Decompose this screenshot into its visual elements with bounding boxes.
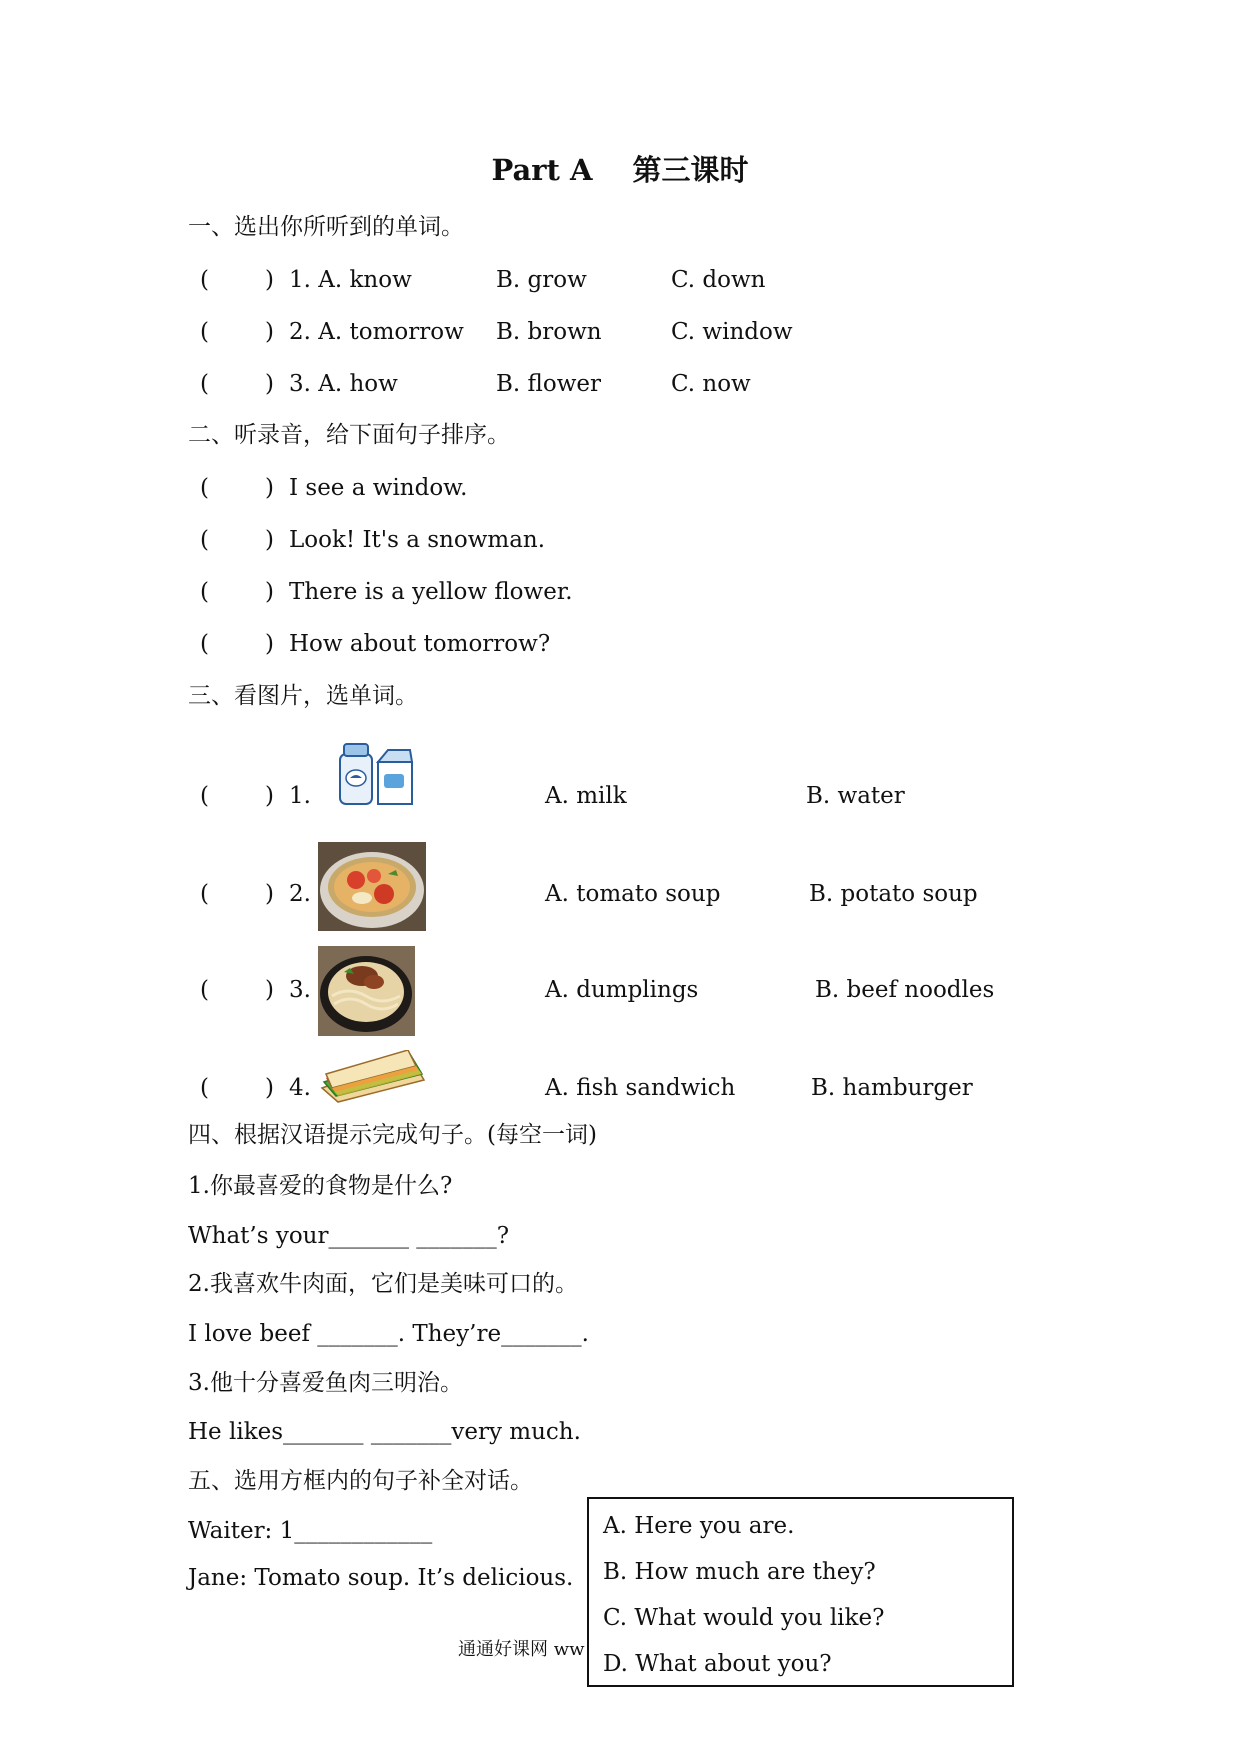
answer-paren-close: ) bbox=[265, 267, 274, 293]
answer-paren-open: ( bbox=[200, 267, 209, 293]
sentence-text: How about tomorrow? bbox=[289, 631, 551, 657]
title-lesson: 第三课时 bbox=[632, 153, 749, 187]
answer-paren-close: ) bbox=[265, 371, 274, 397]
sentence-text: I see a window. bbox=[289, 475, 468, 501]
option-b: B. hamburger bbox=[811, 1075, 973, 1101]
option-c: C. down bbox=[671, 267, 766, 293]
section4-heading: 四、根据汉语提示完成句子。(每空一词) bbox=[188, 1122, 597, 1148]
option-c: C. now bbox=[671, 371, 751, 397]
answer-paren-close: ) bbox=[265, 783, 274, 809]
option-a: 3. A. how bbox=[289, 371, 398, 397]
title-part: Part A bbox=[491, 153, 593, 187]
option-b: B. beef noodles bbox=[815, 977, 995, 1003]
answer-paren-close: ) bbox=[265, 475, 274, 501]
footer-watermark: 通通好课网 ww bbox=[458, 1639, 585, 1660]
option-a: 2. A. tomorrow bbox=[289, 319, 464, 345]
option-a: A. milk bbox=[545, 783, 627, 809]
answer-paren-open: ( bbox=[200, 631, 209, 657]
section3-heading: 三、看图片，选单词。 bbox=[188, 683, 418, 709]
hint-chinese: 3.他十分喜爱鱼肉三明治。 bbox=[188, 1370, 463, 1396]
hint-chinese: 2.我喜欢牛肉面，它们是美味可口的。 bbox=[188, 1271, 578, 1297]
item-number: 1. bbox=[289, 783, 311, 809]
box-option: A. Here you are. bbox=[603, 1513, 795, 1539]
option-a: A. dumplings bbox=[545, 977, 699, 1003]
answer-paren-close: ) bbox=[265, 579, 274, 605]
option-b: B. flower bbox=[496, 371, 602, 397]
answer-paren-open: ( bbox=[200, 579, 209, 605]
answer-paren-open: ( bbox=[200, 881, 209, 907]
answer-paren-open: ( bbox=[200, 371, 209, 397]
option-b: B. potato soup bbox=[809, 881, 978, 907]
answer-paren-open: ( bbox=[200, 1075, 209, 1101]
answer-paren-open: ( bbox=[200, 527, 209, 553]
dialog-line: Jane: Tomato soup. It’s delicious. bbox=[188, 1565, 574, 1591]
option-a: A. fish sandwich bbox=[545, 1075, 736, 1101]
answer-paren-close: ) bbox=[265, 527, 274, 553]
option-c: C. window bbox=[671, 319, 793, 345]
answer-paren-close: ) bbox=[265, 1075, 274, 1101]
option-b: B. brown bbox=[496, 319, 602, 345]
noodles-bowl-image bbox=[318, 946, 415, 1036]
box-option: B. How much are they? bbox=[603, 1559, 876, 1585]
fill-in-sentence: He likes_______ _______very much. bbox=[188, 1419, 581, 1445]
option-b: B. grow bbox=[496, 267, 587, 293]
sandwich-icon bbox=[318, 1050, 428, 1106]
box-option: D. What about you? bbox=[603, 1651, 832, 1677]
answer-paren-open: ( bbox=[200, 475, 209, 501]
item-number: 3. bbox=[289, 977, 311, 1003]
option-a: A. tomato soup bbox=[545, 881, 721, 907]
hint-chinese: 1.你最喜爱的食物是什么? bbox=[188, 1173, 453, 1199]
page-title bbox=[0, 150, 1240, 190]
soup-bowl-image bbox=[318, 842, 426, 931]
box-option: C. What would you like? bbox=[603, 1605, 885, 1631]
dialog-line: Waiter: 1____________ bbox=[188, 1518, 433, 1544]
fill-in-sentence: I love beef _______. They’re_______. bbox=[188, 1321, 589, 1347]
answer-paren-open: ( bbox=[200, 783, 209, 809]
fill-in-sentence: What’s your_______ _______? bbox=[188, 1223, 510, 1249]
answer-paren-close: ) bbox=[265, 977, 274, 1003]
answer-paren-close: ) bbox=[265, 319, 274, 345]
option-b: B. water bbox=[806, 783, 905, 809]
milk-bottles-icon bbox=[336, 740, 416, 808]
item-number: 4. bbox=[289, 1075, 311, 1101]
answer-paren-open: ( bbox=[200, 319, 209, 345]
sentence-text: Look! It's a snowman. bbox=[289, 527, 546, 553]
options-box bbox=[587, 1497, 1014, 1687]
section1-heading: 一、选出你所听到的单词。 bbox=[188, 214, 464, 240]
option-a: 1. A. know bbox=[289, 267, 412, 293]
answer-paren-close: ) bbox=[265, 631, 274, 657]
item-number: 2. bbox=[289, 881, 311, 907]
sentence-text: There is a yellow flower. bbox=[289, 579, 573, 605]
answer-paren-open: ( bbox=[200, 977, 209, 1003]
section5-heading: 五、选用方框内的句子补全对话。 bbox=[188, 1468, 533, 1494]
answer-paren-close: ) bbox=[265, 881, 274, 907]
section2-heading: 二、听录音，给下面句子排序。 bbox=[188, 422, 510, 448]
